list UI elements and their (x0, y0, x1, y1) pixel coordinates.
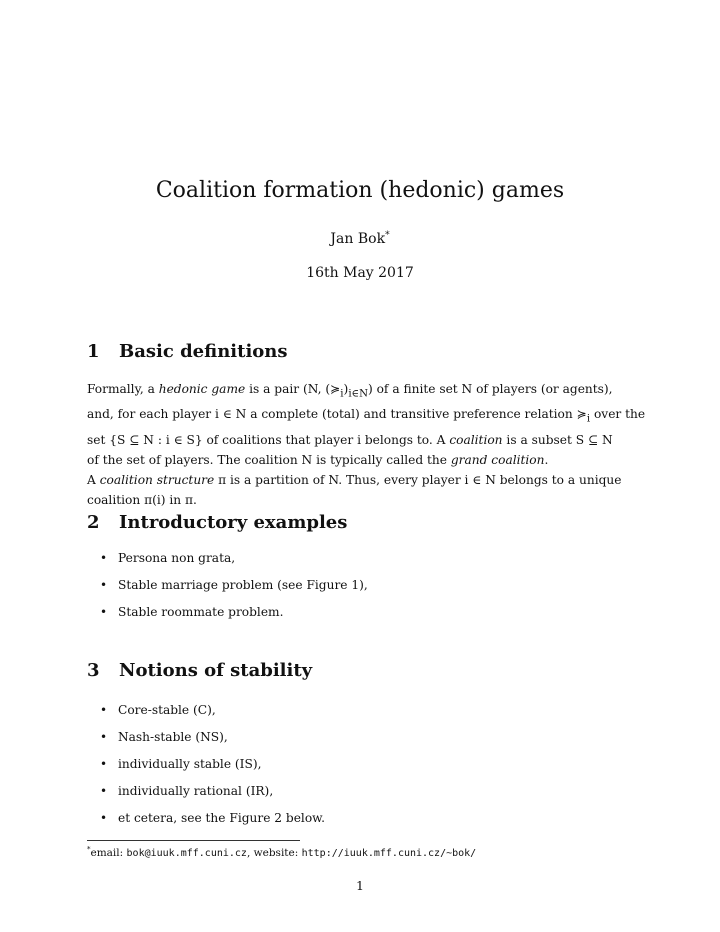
section-title: Introductory examples (119, 512, 348, 533)
stability-notions-list (100, 701, 325, 836)
section-title: Basic definitions (119, 341, 288, 362)
page-number: 1 (356, 878, 364, 893)
author-footnote-mark: * (385, 230, 390, 241)
section-heading-1 (87, 340, 288, 364)
list-item: • Stable marriage problem (see Figure 1), (100, 578, 368, 592)
paper-title: Coalition formation (hedonic) games (155, 178, 565, 203)
term-coalition: coalition (449, 432, 503, 447)
term-coalition-structure: coalition structure (99, 472, 215, 487)
list-item: • Stable roommate problem. (100, 605, 284, 619)
list-item: • Persona non grata, (100, 551, 236, 565)
email-link[interactable]: bok@iuuk.mff.cuni.cz (126, 848, 247, 859)
introductory-examples-list (100, 549, 368, 630)
section-heading-2 (87, 511, 347, 535)
term-hedonic-game: hedonic game (158, 382, 246, 396)
author-name: Jan Bok (330, 231, 386, 247)
section-number: 3 (87, 660, 100, 681)
footnote: *email: bok@iuuk.mff.cuni.cz, website: http://iuuk.mff.cuni.cz/~bok/ (87, 845, 477, 859)
paragraph-line: set {S ⊆ N : i ∈ S} of coalitions that player i belongs to. A coalition is a subset S ⊆ N (87, 432, 613, 447)
term-grand-coalition: grand coalition (450, 452, 545, 467)
paragraph-line: and, for each player i ∈ N a complete (total) and transitive preference relation $≽_i$ over the (87, 407, 646, 425)
list-item: • individually stable (IS), (100, 757, 262, 771)
list-item: • individually rational (IR), (100, 784, 274, 798)
list-item: • Nash-stable (NS), (100, 730, 228, 744)
bullet-icon: • (100, 551, 108, 565)
bullet-icon: • (100, 757, 108, 771)
website-link[interactable]: http://iuuk.mff.cuni.cz/~bok/ (301, 848, 477, 859)
bullet-icon: • (100, 730, 108, 744)
section-number: 1 (87, 341, 100, 362)
bullet-icon: • (100, 784, 108, 798)
paragraph-line: Formally, a hedonic game is a pair (N, $(≽_i)_{i\in N}$) of a finite set N of players (or agents), (87, 382, 613, 400)
section-heading-3 (87, 659, 312, 683)
paragraph-line: of the set of players. The coalition N is typically called the grand coalition. (87, 452, 549, 467)
bullet-icon: • (100, 703, 108, 717)
list-item: • et cetera, see the Figure 2 below. (100, 811, 326, 825)
bullet-icon: • (100, 578, 108, 592)
basic-definitions-paragraph (87, 379, 646, 510)
footnote-rule (87, 840, 300, 841)
paragraph-line: coalition π(i) in π. (87, 492, 197, 507)
author-line (0, 229, 720, 249)
section-title: Notions of stability (119, 660, 313, 681)
bullet-icon: • (100, 605, 108, 619)
paragraph-line: A coalition structure π is a partition of N. Thus, every player i ∈ N belongs to a unique (87, 472, 622, 487)
list-item: • Core-stable (C), (100, 703, 216, 717)
section-number: 2 (87, 512, 100, 533)
paper-date: 16th May 2017 (306, 265, 414, 281)
bullet-icon: • (100, 811, 108, 825)
footnote-mark: * (87, 845, 91, 854)
